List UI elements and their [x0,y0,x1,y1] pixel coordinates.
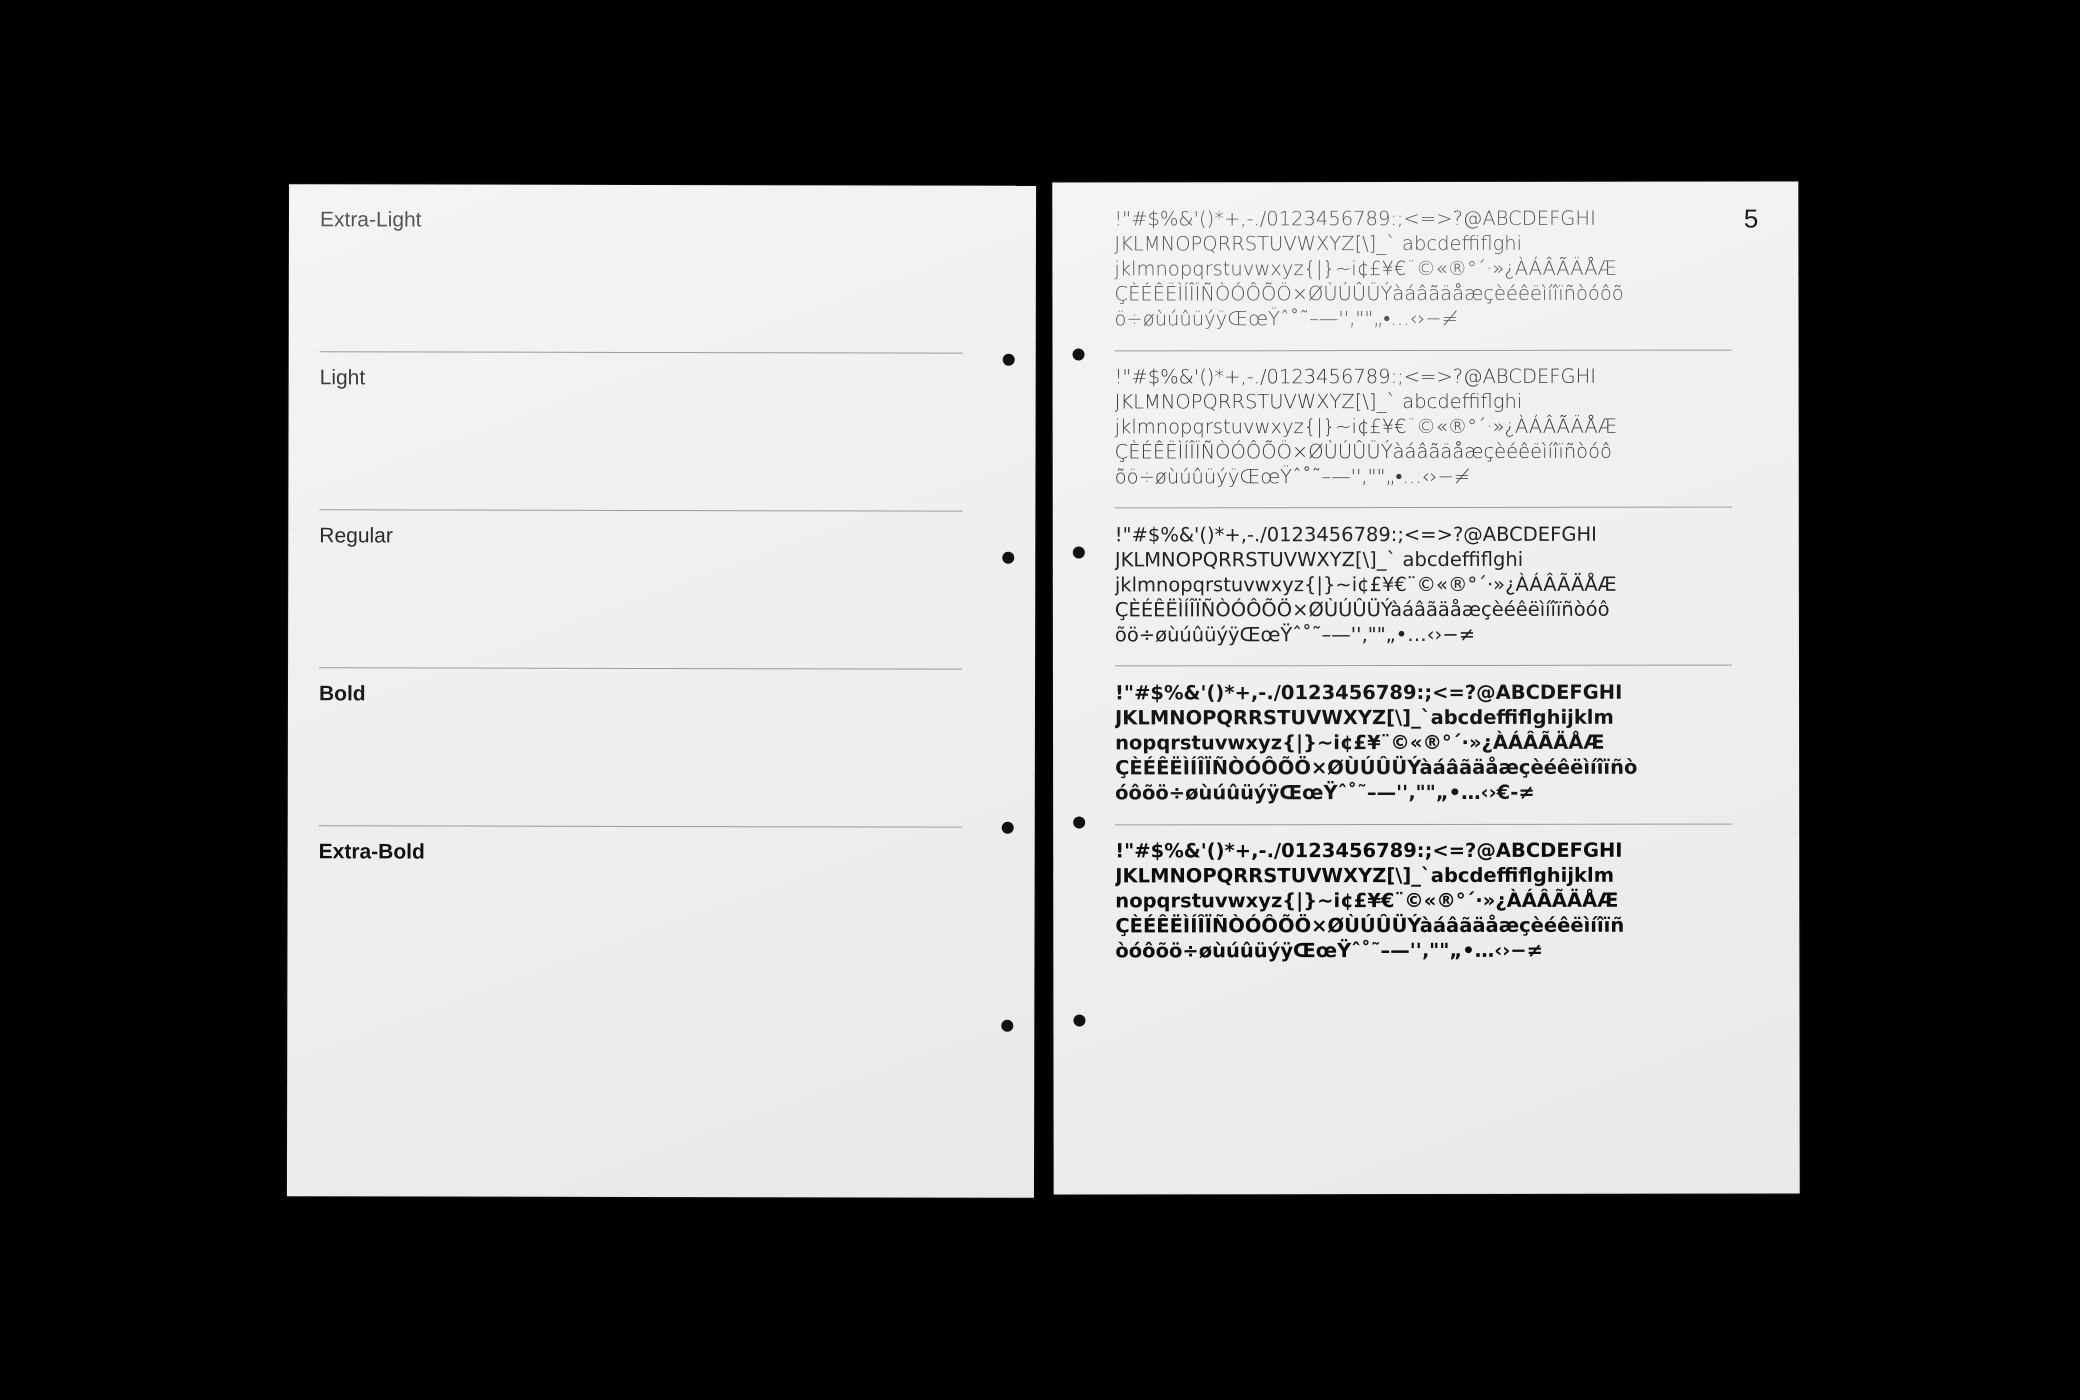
glyph-line: !"#$%&'()*+,-./0123456789:;<=>?@ABCDEFGHI [1114,364,1597,389]
weight-label-bold: Bold [318,682,366,706]
weight-label-extra-light: Extra-Light [319,208,422,232]
right-page [1052,181,1799,1194]
glyph-line: õö÷øùúûüýÿŒœŸˆ˚˜–—''‚""„•…‹›−≠ [1114,464,1471,489]
divider-rule [1115,665,1732,667]
glyph-line: jklmnopqrstuvwxyz{|}~i¢£¥€¨©«®°´·»¿ÀÁÂÃÄÅÆ [1114,256,1617,281]
glyph-line: JKLMNOPQRRSTUVWXYZ[\]_`abcdeffiflghijklm [1115,863,1615,888]
glyph-line: ö÷øùúûüýÿŒœŸˆ˚˜–—''‚""„•…‹›−≠ [1114,306,1459,331]
glyph-line: !"#$%&'()*+,-./0123456789:;<=?@ABCDEFGHI [1114,680,1623,705]
left-page [287,184,1036,1198]
divider-rule [1115,507,1732,509]
glyph-set-extra-bold [1115,838,1715,964]
glyph-line: !"#$%&'()*+,-./0123456789:;<=>?@ABCDEFGHI [1114,522,1597,547]
glyph-line: !"#$%&'()*+,-./0123456789:;<=?@ABCDEFGHI [1115,838,1623,863]
glyph-line: !"#$%&'()*+,-./0123456789:;<=>?@ABCDEFGHI [1114,206,1596,231]
binder-hole [1003,354,1015,366]
glyph-set-bold [1115,680,1715,806]
glyph-line: nopqrstuvwxyz{|}~i¢£¥¨©«®°´·»¿ÀÁÂÃÄÅÆ [1115,730,1605,755]
glyph-line: ÇÈÉÊËÌÍÎÏÑÒÓÔÕÖ×ØÙÚÛÜÝàáâãäåæçèéêëìíîïñòóô [1114,439,1612,464]
binder-hole [1073,1014,1085,1026]
binder-hole [1001,1020,1013,1032]
glyph-set-light [1115,364,1715,490]
glyph-line: óôõö÷øùúûüýÿŒœŸˆ˚˜–—''‚""„•…‹›€-≠ [1115,780,1535,805]
binder-hole [1073,816,1085,828]
weight-label-extra-bold: Extra-Bold [318,840,425,864]
binder-hole [1073,546,1085,558]
weight-label-light: Light [319,366,366,390]
divider-rule [319,667,962,669]
glyph-line: jklmnopqrstuvwxyz{|}~i¢£¥€¨©«®°´·»¿ÀÁÂÃÄÅÆ [1114,572,1617,597]
divider-rule [319,825,962,827]
glyph-line: ÇÈÉÊËÌÍÎÏÑÒÓÔÕÖ×ØÙÚÛÜÝàáâãäåæçèéêëìíîïñòóôõ [1114,281,1624,306]
glyph-set-extra-light [1114,206,1714,332]
glyph-line: òóôõö÷øùúûüýÿŒœŸˆ˚˜–—''‚""„•…‹›−≠ [1115,938,1543,963]
binder-hole [1073,348,1085,360]
glyph-line: ÇÈÉÊËÌÍÎÏÑÒÓÔÕÖ×ØÙÚÛÜÝàáâãäåæçèéêëìíîïñò [1115,755,1638,780]
divider-rule [1115,824,1732,826]
binder-hole [1002,552,1014,564]
weight-label-regular: Regular [319,524,393,548]
divider-rule [320,351,963,353]
glyph-line: nopqrstuvwxyz{|}~i¢£¥€¨©«®°´·»¿ÀÁÂÃÄÅÆ [1115,888,1619,913]
divider-rule [1115,350,1732,352]
glyph-set-regular [1115,522,1715,648]
glyph-line: JKLMNOPQRRSTUVWXYZ[\]_` abcdeffiflghi [1114,389,1523,414]
glyph-line: jklmnopqrstuvwxyz{|}~i¢£¥€¨©«®°´·»¿ÀÁÂÃÄÅÆ [1114,414,1617,439]
glyph-line: ÇÈÉÊËÌÍÎÏÑÒÓÔÕÖ×ØÙÚÛÜÝàáâãäåæçèéêëìíîïñ [1115,913,1625,938]
glyph-line: JKLMNOPQRRSTUVWXYZ[\]_`abcdeffiflghijklm [1115,705,1614,730]
binder-hole [1002,822,1014,834]
glyph-line: õö÷øùúûüýÿŒœŸˆ˚˜–—''‚""„•…‹›−≠ [1114,622,1476,647]
glyph-line: JKLMNOPQRRSTUVWXYZ[\]_` abcdeffiflghi [1114,231,1523,256]
page-number: 5 [1743,203,1759,234]
divider-rule [319,509,962,511]
glyph-line: ÇÈÉÊËÌÍÎÏÑÒÓÔÕÖ×ØÙÚÛÜÝàáâãäåæçèéêëìíîïñòóô [1114,597,1610,622]
glyph-line: JKLMNOPQRRSTUVWXYZ[\]_` abcdeffiflghi [1114,547,1524,572]
